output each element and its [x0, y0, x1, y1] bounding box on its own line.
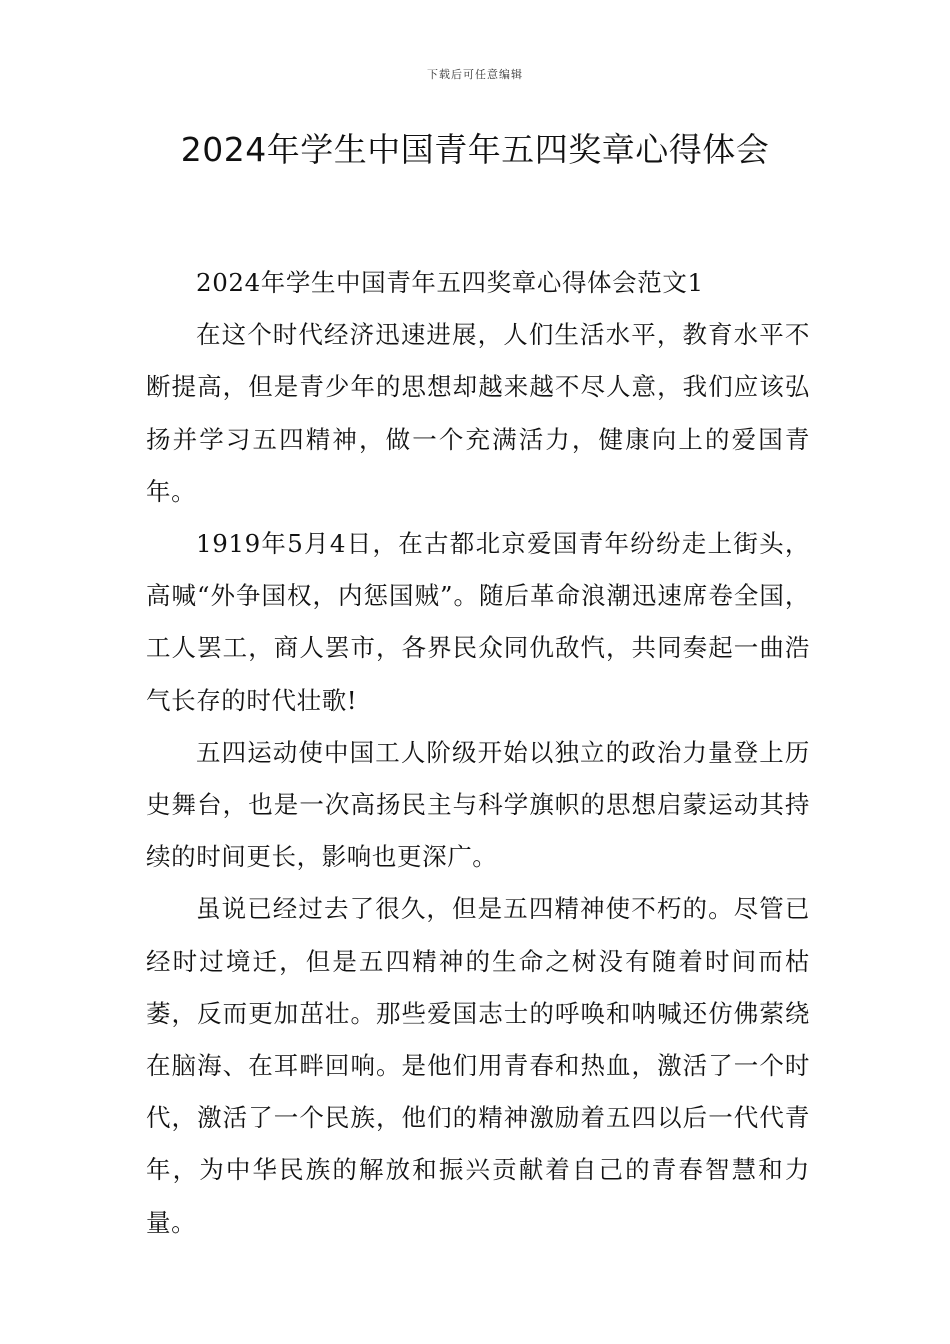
paragraph-subtitle: 2024年学生中国青年五四奖章心得体会范文1 — [196, 268, 704, 297]
header-note: 下载后可任意编辑 — [427, 68, 523, 81]
paragraph: 1919年5月4日，在古都北京爱国青年纷纷走上街头，高喊“外争国权，内惩国贼”。随后革命浪潮迅速席卷全国，工人罢工，商人罢市，各界民众同仇敌忾，共同奏起一曲浩气长存的时代壮歌! — [146, 529, 810, 715]
document-body — [146, 257, 810, 1249]
paragraph: 虽说已经过去了很久，但是五四精神使不朽的。尽管已经时过境迁，但是五四精神的生命之树没有随着时间而枯萎，反而更加茁壮。那些爱国志士的呼唤和呐喊还仿佛萦绕在脑海、在耳畔回响。是他们用青春和热血，激活了一个时代，激活了一个民族，他们的精神激励着五四以后一代代青年，为中华民族的解放和振兴贡献着自己的青春智慧和力量。 — [146, 894, 810, 1237]
paragraph: 在这个时代经济迅速进展，人们生活水平，教育水平不断提高，但是青少年的思想却越来越不尽人意，我们应该弘扬并学习五四精神，做一个充满活力，健康向上的爱国青年。 — [146, 320, 810, 506]
paragraph: 五四运动使中国工人阶级开始以独立的政治力量登上历史舞台，也是一次高扬民主与科学旗帜的思想启蒙运动其持续的时间更长，影响也更深广。 — [146, 737, 810, 872]
document-title: 2024年学生中国青年五四奖章心得体会 — [180, 130, 770, 169]
